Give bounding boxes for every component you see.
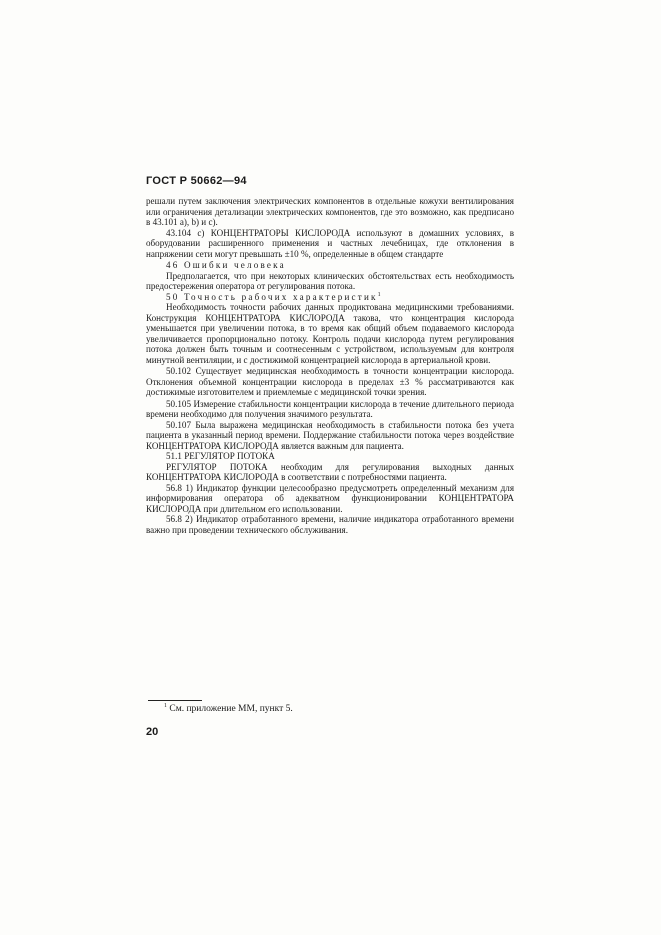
footnote-divider (148, 700, 202, 701)
footnote-text: См. приложение ММ, пункт 5. (169, 704, 293, 714)
body-text (146, 196, 514, 535)
paragraph-continuation: решали путем заключения электрических компонентов в отдельные кожухи вентилирования или ограничения детализации электрических компонентов, где это возможно, как предписано в 43.101 а), b) и с). (146, 196, 514, 227)
paragraph-56-8-2: 56.8 2) Индикатор отработанного времени, наличие индикатора отработанного времени важно при проведении технического обслуживания. (146, 514, 514, 535)
section-heading-50 (146, 292, 514, 303)
section-heading-51-1: 51.1 РЕГУЛЯТОР ПОТОКА (166, 451, 275, 461)
paragraph-46-text: Предполагается, что при некоторых клинических обстоятельствах есть необходимость предостережения оператора от регулирования потока. (146, 270, 514, 291)
paragraph-50-107: 50.107 Была выражена медицинская необходимость в стабильности потока без учета пациента в указанный период времени. Поддержание стабильности потока через воздействие КОНЦЕНТРАТОРА КИСЛОРОДА является важным для пациента. (146, 419, 514, 451)
page-number: 20 (146, 726, 159, 738)
paragraph-50-text: Необходимость точности рабочих данных продиктована медицинскими требованиями. Конструкция КОНЦЕНТРАТОРА КИСЛОРОДА такова, что концентрация кислорода уменьшается при увеличении потока, в то время как общий объем подаваемого кислорода увеличивается пропорционально потоку. Контроль подачи кислорода путем регулирования потока должен быть точным и соотнесенным с устройством, используемым для контроля минутной вентиляции, и с достижимой концентрацией кислорода в артериальной крови. (146, 302, 514, 365)
footnote (164, 704, 293, 714)
paragraph-50-105: 50.105 Измерение стабильности концентрации кислорода в течение длительного периода времени необходимо для получения значимого результата. (146, 398, 514, 419)
footnote-ref: 1 (377, 291, 383, 298)
section-heading-50-text: 50 Точность рабочих характеристик (166, 291, 378, 302)
footnote-mark: 1 (164, 702, 167, 709)
paragraph-56-8-1: 56.8 1) Индикатор функции целесообразно предусмотреть определенный механизм для информирования оператора об адекватном функционировании КОНЦЕНТРАТОРА КИСЛОРОДА при длительном его использовании. (146, 482, 514, 514)
paragraph-43-104: 43.104 с) КОНЦЕНТРАТОРЫ КИСЛОРОДА используют в домашних условиях, в оборудовании расширенного применения и частных лечебницах, где отклонения в напряжении сети могут превышать ±10 %, определенные в общем стандарте (146, 227, 514, 259)
document-header: ГОСТ Р 50662—94 (146, 175, 247, 187)
section-heading-46: 46 Ошибки человека (166, 260, 286, 270)
paragraph-50-102: 50.102 Существует медицинская необходимость в точности концентрации кислорода. Отклонения объемной концентрации кислорода в пределах ±3 % рассматриваются как достижимые изготовителем и приемлемые с медицинской точки зрения. (146, 366, 514, 397)
paragraph-51-1-text: РЕГУЛЯТОР ПОТОКА необходим для регулирования выходных данных КОНЦЕНТРАТОРА КИСЛОРОДА в соответствии с потребностями пациента. (146, 461, 514, 482)
